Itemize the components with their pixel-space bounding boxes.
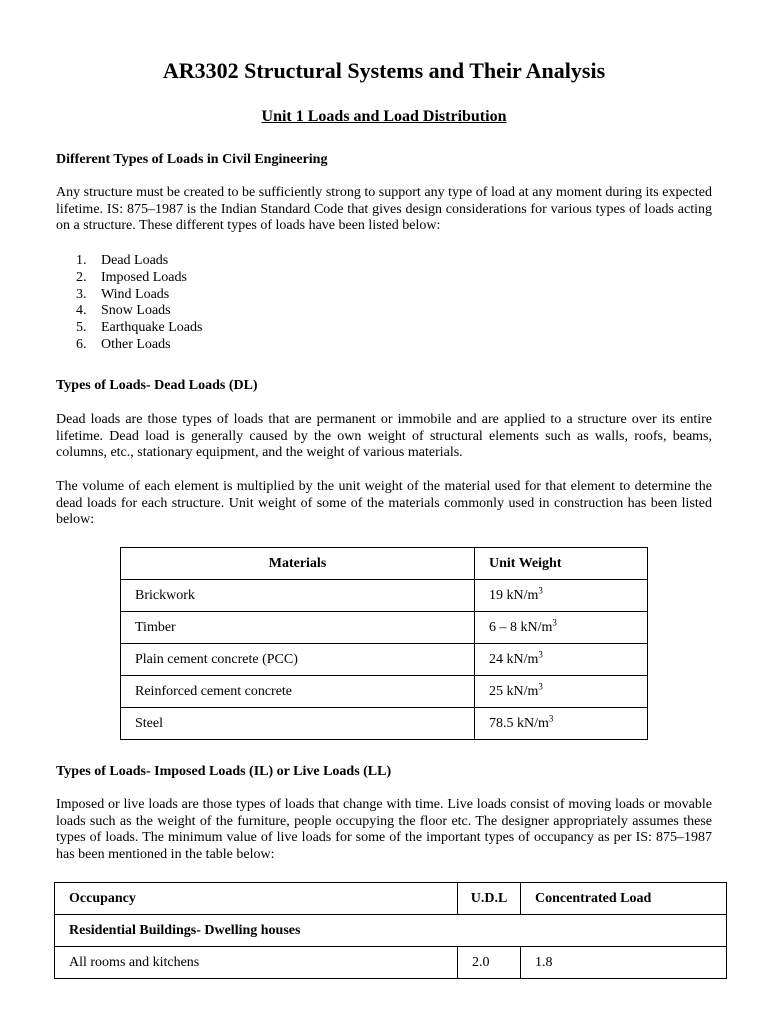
- material-cell: Reinforced cement concrete: [121, 676, 475, 708]
- unit-weight-cell: 19 $kN/m^3$: [475, 580, 648, 612]
- material-cell: Steel: [121, 708, 475, 740]
- table-row: [121, 612, 648, 644]
- unit-weight-cell: 78.5 $kN/m^3$: [475, 708, 648, 740]
- table-row: [121, 676, 648, 708]
- document-title: AR3302 Structural Systems and Their Analysis: [162, 58, 606, 83]
- header-occupancy: Occupancy: [55, 883, 458, 915]
- concentrated-load-cell: 1.8: [521, 947, 727, 979]
- paragraph-live-loads: Imposed or live loads are those types of loads that change with time. Live loads consist of moving loads or movable loads such as the weight of the furniture, people occupying the floor etc. The designer appropriately assumes these types of loads. The minimum value of live loads for some of the important types of occupancy as per IS: 875–1987 has been mentioned in the table below:: [56, 797, 712, 862]
- table-row: [121, 708, 648, 740]
- section-heading-dead-loads: Types of Loads- Dead Loads (DL): [56, 378, 258, 393]
- unit-heading: Unit 1 Loads and Load Distribution: [261, 108, 507, 125]
- header-concentrated-load: Concentrated Load: [521, 883, 727, 915]
- list-item: 6. Other Loads: [76, 336, 171, 352]
- material-cell: Brickwork: [121, 580, 475, 612]
- list-item: 4. Snow Loads: [76, 303, 171, 319]
- table-group-row: [55, 915, 727, 947]
- paragraph-unit-weight: The volume of each element is multiplied by the unit weight of the material used for that element to determine the dead loads for each structure. Unit weight of some of the materials commonly used in construction has been listed below:: [56, 479, 712, 527]
- load-types-list: [76, 253, 202, 354]
- materials-table: [120, 547, 648, 740]
- unit-weight-cell: 24 $kN/m^3$: [475, 644, 648, 676]
- paragraph-dead-loads: Dead loads are those types of loads that are permanent or immobile and are applied to a structure over its entire lifetime. Dead load is generally caused by the own weight of structural elements such as walls, roofs, beams, columns, etc., stationary equipment, and the weight of various materials.: [56, 412, 712, 460]
- header-materials: Materials: [121, 548, 475, 580]
- table-header-row: [121, 548, 648, 580]
- occupancy-table: [54, 882, 727, 979]
- list-item: 3. Wind Loads: [76, 286, 170, 302]
- table-row: [121, 580, 648, 612]
- material-cell: Timber: [121, 612, 475, 644]
- list-item: 1. Dead Loads: [76, 253, 169, 268]
- header-udl: U.D.L: [458, 883, 521, 915]
- table-row: [121, 644, 648, 676]
- section-heading-types-of-loads: Different Types of Loads in Civil Engineering: [56, 152, 328, 167]
- occupancy-cell: All rooms and kitchens: [55, 947, 458, 979]
- table-row: [55, 947, 727, 979]
- header-unit-weight: Unit Weight: [475, 548, 648, 580]
- udl-cell: 2.0: [458, 947, 521, 979]
- unit-weight-cell: 25 $kN/m^3$: [475, 676, 648, 708]
- material-cell: Plain cement concrete (PCC): [121, 644, 475, 676]
- list-item: 5. Earthquake Loads: [76, 320, 203, 336]
- list-item: 2. Imposed Loads: [76, 269, 187, 285]
- section-heading-live-loads: Types of Loads- Imposed Loads (IL) or Live Loads (LL): [56, 764, 392, 779]
- paragraph-intro: Any structure must be created to be sufficiently strong to support any type of load at any moment during its expected lifetime. IS: 875–1987 is the Indian Standard Code that gives design considerations for various types of loads acting on a structure. These different types of loads have been listed below:: [56, 185, 712, 233]
- unit-weight-cell: 6 – 8 $kN/m^3$: [475, 612, 648, 644]
- table-header-row: [55, 883, 727, 915]
- group-residential: Residential Buildings- Dwelling houses: [55, 915, 727, 947]
